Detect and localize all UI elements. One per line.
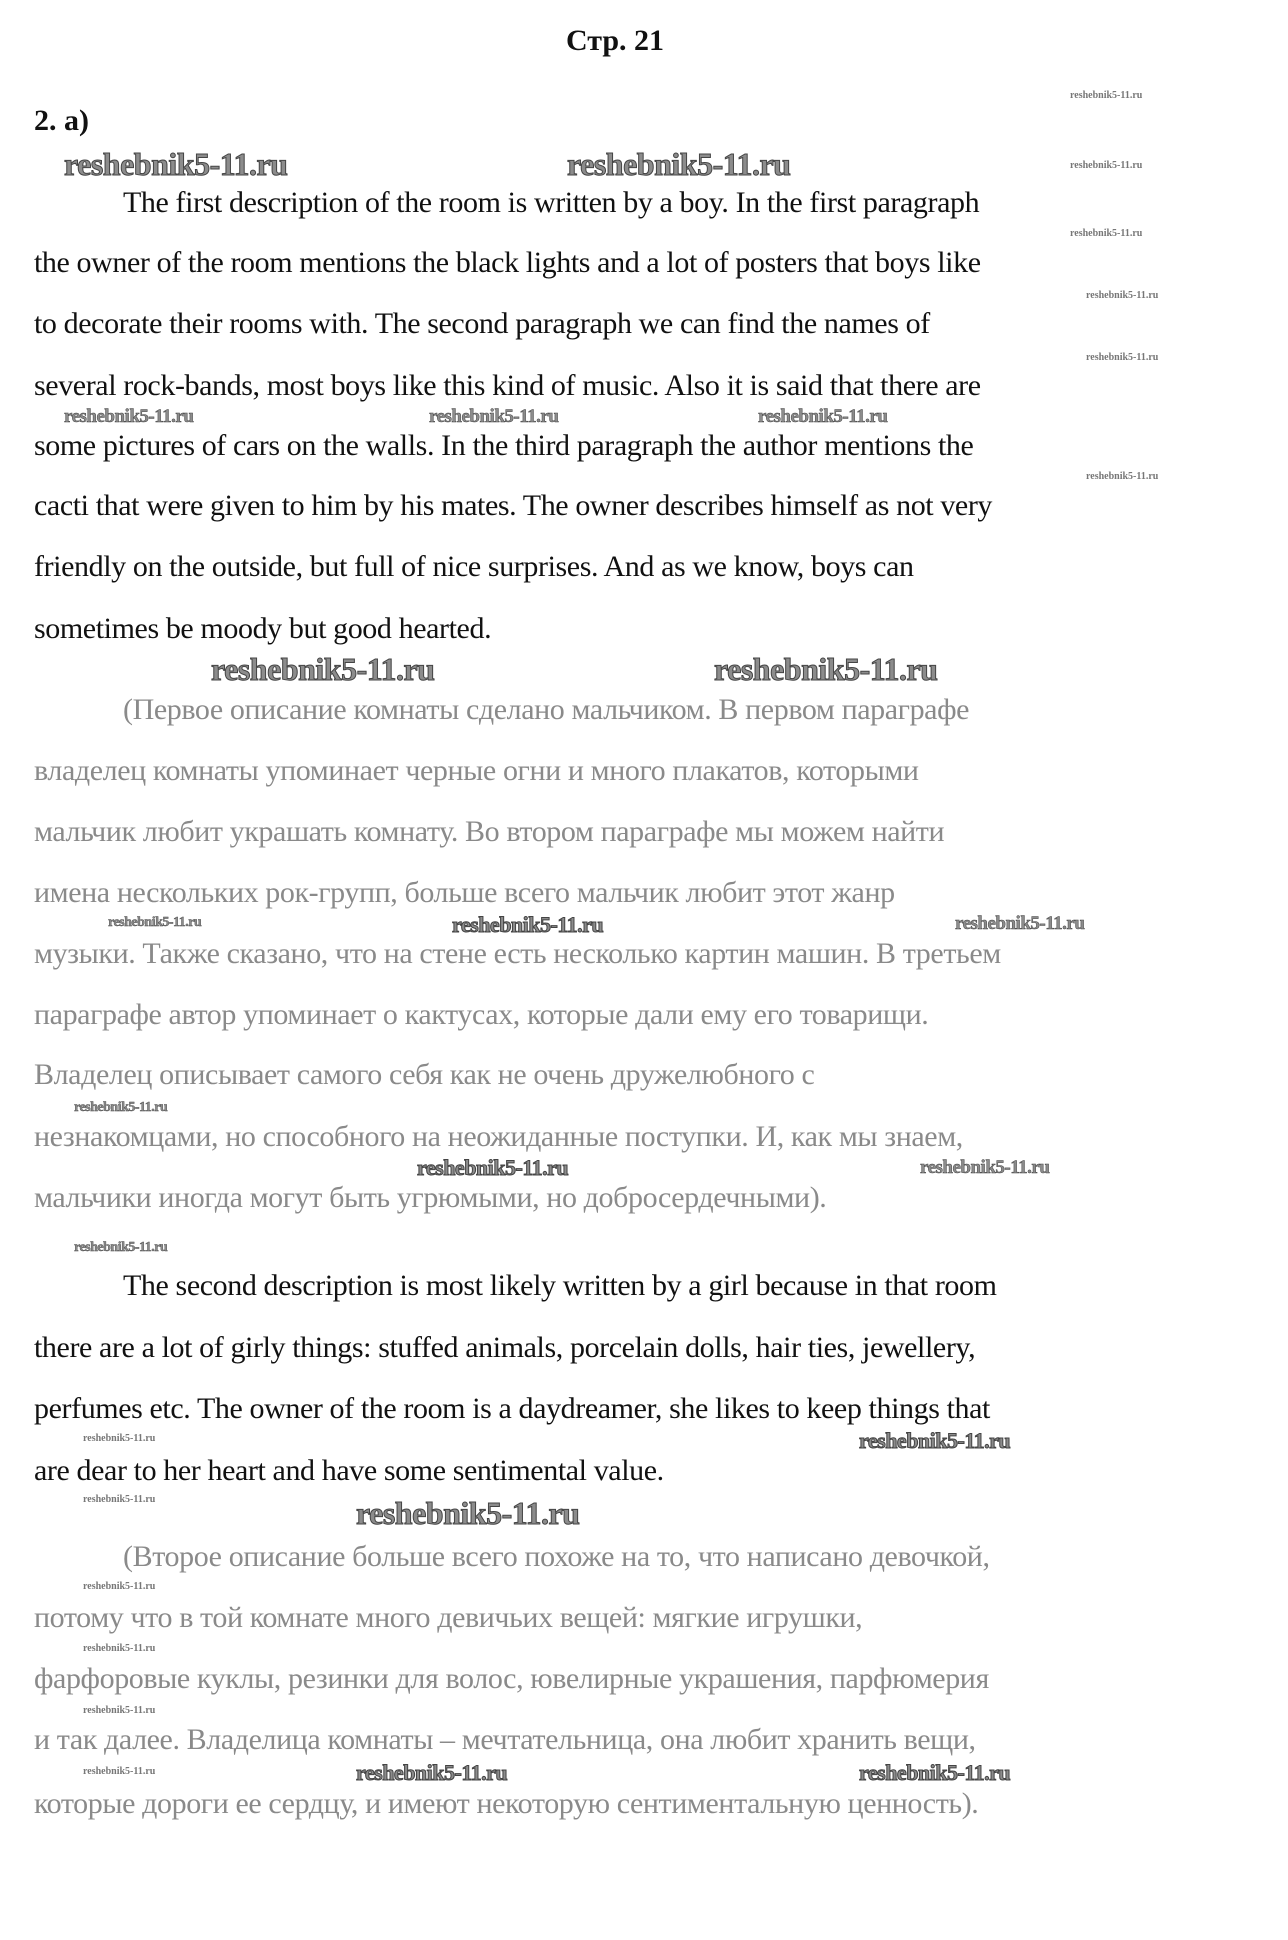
exercise-number: 2. а) [34, 104, 89, 137]
text-line: мальчики иногда могут быть угрюмыми, но добросердечными). [34, 1181, 827, 1214]
page-title: Стр. 21 [565, 24, 665, 57]
text-line: perfumes etc. The owner of the room is a daydreamer, she likes to keep things that [34, 1392, 990, 1425]
text-line: незнакомцами, но способного на неожиданные поступки. И, как мы знаем, [34, 1120, 963, 1153]
watermark: reshebnik5-11.ru [1070, 228, 1143, 239]
text-line: to decorate their rooms with. The second paragraph we can find the names of [34, 307, 930, 340]
text-line: the owner of the room mentions the black lights and a lot of posters that boys like [34, 246, 981, 279]
watermark: reshebnik5-11.ru [74, 1100, 168, 1115]
text-line: (Второе описание больше всего похоже на то, что написано девочкой, [123, 1540, 990, 1573]
text-line: Владелец описывает самого себя как не очень дружелюбного с [34, 1058, 815, 1091]
watermark: reshebnik5-11.ru [1086, 290, 1159, 301]
watermark: reshebnik5-11.ru [758, 406, 888, 427]
watermark: reshebnik5-11.ru [1086, 471, 1159, 482]
watermark: reshebnik5-11.ru [64, 146, 288, 182]
watermark: reshebnik5-11.ru [567, 146, 791, 182]
text-line: и так далее. Владелица комнаты – мечтательница, она любит хранить вещи, [34, 1723, 976, 1756]
watermark: reshebnik5-11.ru [429, 406, 559, 427]
watermark: reshebnik5-11.ru [859, 1760, 1011, 1785]
watermark: reshebnik5-11.ru [452, 912, 604, 937]
text-line: имена нескольких рок-групп, больше всего мальчик любит этот жанр [34, 876, 895, 909]
text-line: (Первое описание комнаты сделано мальчиком. В первом параграфе [123, 693, 970, 726]
watermark: reshebnik5-11.ru [83, 1433, 156, 1444]
text-line: are dear to her heart and have some sentimental value. [34, 1454, 664, 1487]
text-line: фарфоровые куклы, резинки для волос, ювелирные украшения, парфюмерия [34, 1662, 989, 1695]
watermark: reshebnik5-11.ru [83, 1643, 156, 1654]
text-line: some pictures of cars on the walls. In the third paragraph the author mentions the [34, 429, 974, 462]
watermark: reshebnik5-11.ru [1070, 90, 1143, 101]
watermark: reshebnik5-11.ru [356, 1495, 580, 1531]
text-line: sometimes be moody but good hearted. [34, 612, 492, 645]
text-line: several rock-bands, most boys like this kind of music. Also it is said that there are [34, 369, 981, 402]
watermark: reshebnik5-11.ru [64, 406, 194, 427]
text-line: there are a lot of girly things: stuffed animals, porcelain dolls, hair ties, jewellery, [34, 1331, 976, 1364]
watermark: reshebnik5-11.ru [859, 1428, 1011, 1453]
text-line: музыки. Также сказано, что на стене есть несколько картин машин. В третьем [34, 937, 1001, 970]
text-line: The second description is most likely written by a girl because in that room [123, 1269, 997, 1302]
text-line: мальчик любит украшать комнату. Во втором параграфе мы можем найти [34, 815, 945, 848]
watermark: reshebnik5-11.ru [74, 1240, 168, 1255]
text-line: владелец комнаты упоминает черные огни и много плакатов, которыми [34, 754, 919, 787]
watermark: reshebnik5-11.ru [1070, 160, 1143, 171]
watermark: reshebnik5-11.ru [920, 1157, 1050, 1178]
watermark: reshebnik5-11.ru [211, 651, 435, 687]
text-line: потому что в той комнате много девичьих вещей: мягкие игрушки, [34, 1601, 863, 1634]
watermark: reshebnik5-11.ru [108, 915, 202, 930]
watermark: reshebnik5-11.ru [356, 1760, 508, 1785]
text-line: The first description of the room is written by a boy. In the first paragraph [123, 186, 980, 219]
watermark: reshebnik5-11.ru [417, 1155, 569, 1180]
text-line: которые дороги ее сердцу, и имеют некоторую сентиментальную ценность). [34, 1787, 979, 1820]
watermark: reshebnik5-11.ru [83, 1494, 156, 1505]
watermark: reshebnik5-11.ru [83, 1766, 156, 1777]
watermark: reshebnik5-11.ru [83, 1705, 156, 1716]
watermark: reshebnik5-11.ru [955, 913, 1085, 934]
text-line: friendly on the outside, but full of nice surprises. And as we know, boys can [34, 550, 914, 583]
watermark: reshebnik5-11.ru [83, 1581, 156, 1592]
text-line: cacti that were given to him by his mates. The owner describes himself as not very [34, 489, 993, 522]
watermark: reshebnik5-11.ru [1086, 352, 1159, 363]
watermark: reshebnik5-11.ru [714, 651, 938, 687]
text-line: параграфе автор упоминает о кактусах, которые дали ему его товарищи. [34, 998, 929, 1031]
